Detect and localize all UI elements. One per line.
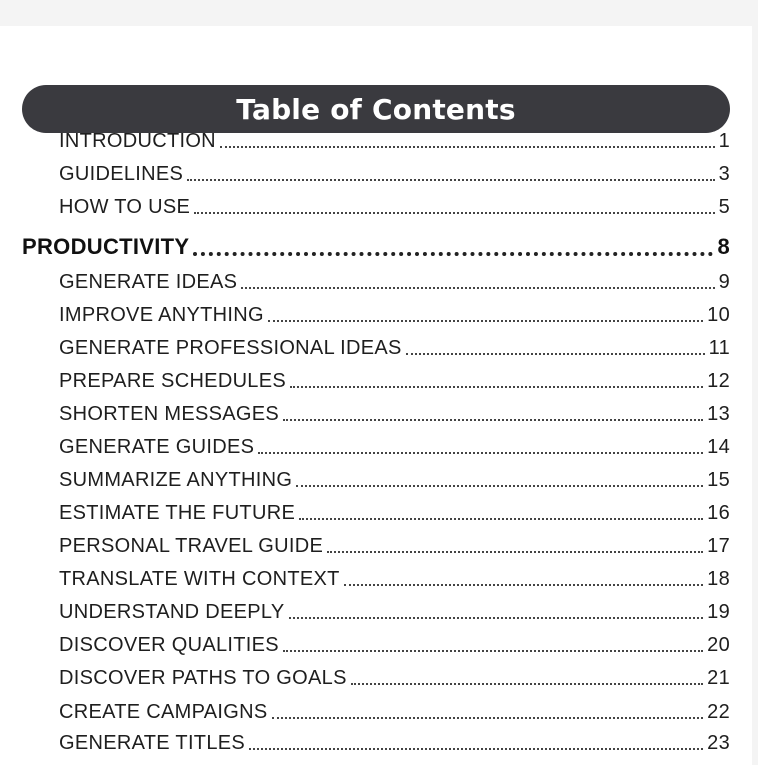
toc-entry-page-number: 21 — [707, 667, 730, 689]
toc-entry-title: GENERATE IDEAS — [59, 271, 238, 293]
toc-entry-title: GENERATE TITLES — [59, 732, 246, 754]
toc-entry-title: ESTIMATE THE FUTURE — [59, 502, 296, 524]
toc-entry[interactable] — [59, 667, 730, 690]
toc-entry[interactable] — [59, 304, 730, 327]
document-page — [0, 26, 752, 765]
toc-entry-page-number: 15 — [707, 469, 730, 491]
toc-dot-leader — [258, 452, 703, 454]
toc-section-entry[interactable] — [22, 234, 730, 260]
toc-entry-title: IMPROVE ANYTHING — [59, 304, 264, 326]
toc-dot-leader — [299, 518, 703, 520]
toc-entry[interactable] — [59, 601, 730, 624]
toc-dot-leader — [327, 551, 703, 553]
toc-entry-title: CREATE CAMPAIGNS — [59, 701, 268, 723]
toc-entry-title: SHORTEN MESSAGES — [59, 403, 280, 425]
toc-entry-page-number: 19 — [707, 601, 730, 623]
toc-entry-title: TRANSLATE WITH CONTEXT — [59, 568, 340, 590]
toc-dot-leader — [351, 683, 703, 685]
toc-entry-page-number: 16 — [707, 502, 730, 524]
toc-entry[interactable] — [59, 196, 730, 219]
toc-dot-leader — [290, 386, 703, 388]
toc-entry[interactable] — [59, 701, 730, 724]
toc-dot-leader — [289, 617, 704, 619]
toc-dot-leader — [194, 212, 714, 214]
toc-entry[interactable] — [59, 568, 730, 591]
toc-entry-title: UNDERSTAND DEEPLY — [59, 601, 285, 623]
toc-entry[interactable] — [59, 130, 730, 153]
toc-title-banner — [22, 85, 730, 133]
toc-entry[interactable] — [59, 535, 730, 558]
toc-entry-page-number: 10 — [707, 304, 730, 326]
toc-entry-page-number: 22 — [707, 701, 730, 723]
toc-entry-page-number: 13 — [707, 403, 730, 425]
toc-entry-title: GENERATE GUIDES — [59, 436, 255, 458]
toc-entry-page-number: 17 — [707, 535, 730, 557]
toc-entry[interactable] — [59, 403, 730, 426]
toc-entry-title: PREPARE SCHEDULES — [59, 370, 287, 392]
toc-entry[interactable] — [59, 732, 730, 755]
toc-entry-title: SUMMARIZE ANYTHING — [59, 469, 293, 491]
toc-entry-title: GENERATE PROFESSIONAL IDEAS — [59, 337, 402, 359]
toc-entry[interactable] — [59, 634, 730, 657]
toc-entry-page-number: 20 — [707, 634, 730, 656]
toc-entry-page-number: 1 — [718, 130, 730, 152]
toc-dot-leader — [406, 353, 705, 355]
toc-entry-page-number: 9 — [718, 271, 730, 293]
toc-entry[interactable] — [59, 271, 730, 294]
toc-entry-title: DISCOVER QUALITIES — [59, 634, 279, 656]
toc-entry-page-number: 14 — [707, 436, 730, 458]
viewer-top-strip — [0, 0, 758, 26]
viewer-right-edge — [752, 26, 758, 765]
toc-entry[interactable] — [59, 370, 730, 393]
toc-dot-leader — [296, 485, 703, 487]
toc-dot-leader — [220, 146, 715, 148]
toc-entry-title: GUIDELINES — [59, 163, 184, 185]
toc-entry-title: HOW TO USE — [59, 196, 191, 218]
toc-entry-page-number: 11 — [708, 337, 730, 359]
toc-title: Table of Contents — [236, 92, 516, 126]
toc-dot-leader — [193, 252, 713, 256]
toc-dot-leader — [344, 584, 703, 586]
toc-dot-leader — [283, 650, 703, 652]
toc-entry-page-number: 5 — [718, 196, 730, 218]
toc-dot-leader — [249, 748, 703, 750]
toc-entry-page-number: 8 — [717, 234, 730, 259]
toc-entry-title: INTRODUCTION — [59, 130, 216, 152]
toc-entry[interactable] — [59, 502, 730, 525]
toc-dot-leader — [283, 419, 703, 421]
toc-dot-leader — [187, 179, 714, 181]
toc-entry[interactable] — [59, 469, 730, 492]
toc-entry-title: DISCOVER PATHS TO GOALS — [59, 667, 347, 689]
toc-entry-page-number: 23 — [707, 732, 730, 754]
toc-entry[interactable] — [59, 337, 730, 360]
toc-entry-title: PERSONAL TRAVEL GUIDE — [59, 535, 324, 557]
toc-entry-page-number: 3 — [718, 163, 730, 185]
toc-dot-leader — [268, 320, 703, 322]
toc-entry-page-number: 12 — [707, 370, 730, 392]
toc-dot-leader — [272, 717, 704, 719]
toc-entry-title: PRODUCTIVITY — [22, 234, 190, 259]
toc-entry-page-number: 18 — [707, 568, 730, 590]
toc-entry[interactable] — [59, 163, 730, 186]
toc-dot-leader — [241, 287, 714, 289]
toc-entry[interactable] — [59, 436, 730, 459]
